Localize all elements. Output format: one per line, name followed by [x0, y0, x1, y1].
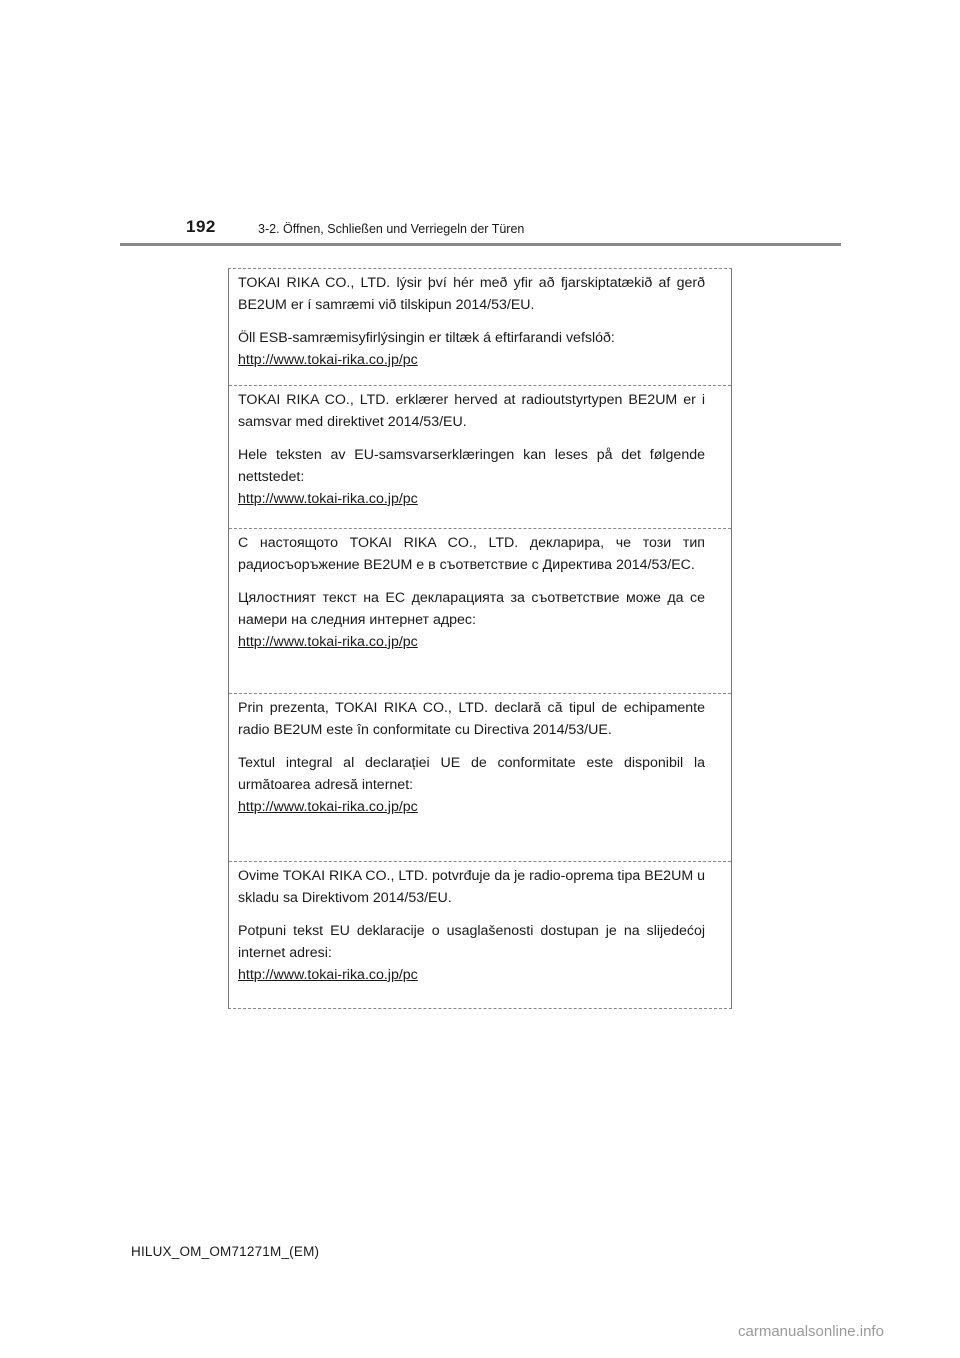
declaration-url: http://www.tokai-rika.co.jp/pc [238, 352, 418, 368]
declaration-statement: TOKAI RIKA CO., LTD. erklærer herved at radioutstyrtypen BE2UM er i samsvar med direktivet 2014/53/EU. [238, 392, 705, 430]
header-rule [120, 243, 841, 246]
declaration-availability: Textul integral al declarației UE de conformitate este disponibil la următoarea adresă internet: [238, 755, 705, 793]
declaration-block-croatian [229, 862, 731, 1008]
declaration-statement: TOKAI RIKA CO., LTD. lýsir því hér með yfir að fjarskiptatækið af gerð BE2UM er í samræmi við tilskipun 2014/53/EU. [238, 275, 705, 313]
declaration-statement: С настоящото TOKAI RIKA CO., LTD. декларира, че този тип радиосъоръжение BE2UM е в съответствие с Директива 2014/53/ЕС. [238, 535, 705, 573]
document-code: HILUX_OM_OM71271M_(EM) [131, 1244, 320, 1259]
declaration-statement: Ovime TOKAI RIKA CO., LTD. potvrđuje da je radio-oprema tipa BE2UM u skladu sa Direktivom 2014/53/EU. [238, 868, 705, 906]
declaration-block-bulgarian [229, 529, 731, 694]
declaration-url: http://www.tokai-rika.co.jp/pc [238, 634, 418, 650]
declaration-availability: Цялостният текст на ЕС декларацията за съответствие може да се намери на следния интернет адрес: [238, 590, 705, 628]
declaration-availability: Hele teksten av EU-samsvarserklæringen kan leses på det følgende nettstedet: [238, 447, 705, 485]
declaration-box [228, 268, 732, 1009]
declaration-block-romanian [229, 694, 731, 862]
section-title: 3-2. Öffnen, Schließen und Verriegeln der Türen [258, 222, 525, 236]
declaration-block-norwegian [229, 386, 731, 529]
declaration-availability: Potpuni tekst EU deklaracije o usaglašenosti dostupan je na slijedećoj internet adresi: [238, 923, 705, 961]
declaration-block-icelandic [229, 269, 731, 386]
declaration-url: http://www.tokai-rika.co.jp/pc [238, 491, 418, 507]
declaration-statement: Prin prezenta, TOKAI RIKA CO., LTD. declară că tipul de echipamente radio BE2UM este în conformitate cu Directiva 2014/53/UE. [238, 700, 705, 738]
watermark: carmanualsonline.info [738, 1323, 884, 1340]
page-number: 192 [186, 217, 216, 236]
declaration-url: http://www.tokai-rika.co.jp/pc [238, 799, 418, 815]
declaration-url: http://www.tokai-rika.co.jp/pc [238, 967, 418, 983]
declaration-availability: Öll ESB-samræmisyfirlýsingin er tiltæk á eftirfarandi vefslóð: [238, 330, 615, 346]
